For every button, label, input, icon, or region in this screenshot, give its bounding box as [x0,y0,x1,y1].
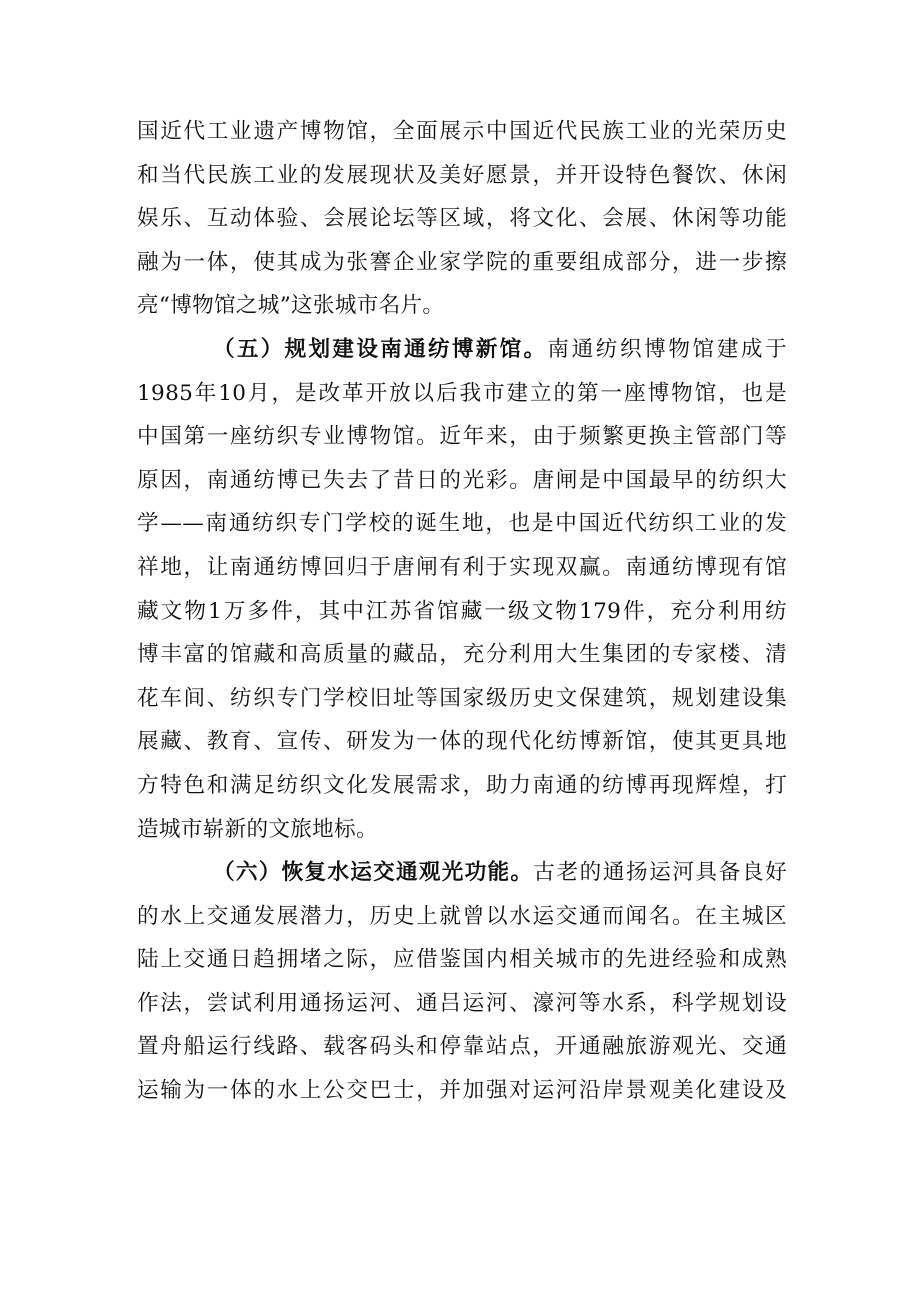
text-line: 和当代民族工业的发展现状及美好愿景，并开设特色餐饮、休闲 [137,162,787,188]
text-line: 造城市崭新的文旅地标。 [137,816,378,842]
paragraph-section-5 [137,328,787,851]
text-line: 原因，南通纺博已失去了昔日的光彩。唐闸是中国最早的纺织大 [137,467,787,493]
text-line: 运输为一体的水上公交巴士，并加强对运河沿岸景观美化建设及 [137,1078,787,1104]
text-line: 置舟船运行线路、载客码头和停靠站点，开通融旅游观光、交通 [137,1034,787,1060]
text-line: 中国第一座纺织专业博物馆。近年来，由于频繁更换主管部门等 [137,424,787,450]
section-heading-5: （五）规划建设南通纺博新馆。 [213,336,548,362]
text-line: 祥地，让南通纺博回归于唐闸有利于实现双赢。南通纺博现有馆 [137,554,787,580]
text-line: 花车间、纺织专门学校旧址等国家级历史文保建筑，规划建设集 [137,685,787,711]
text-line: 学——南通纺织专门学校的诞生地，也是中国近代纺织工业的发 [137,511,787,537]
text-line: 的水上交通发展潜力，历史上就曾以水运交通而闻名。在主城区 [137,903,787,929]
text-line: 展藏、教育、宣传、研发为一体的现代化纺博新馆，使其更具地 [137,729,787,755]
paragraph-section-6 [137,851,787,1113]
section-first-line [137,851,787,895]
text-line: 国近代工业遗产博物馆，全面展示中国近代民族工业的光荣历史 [137,119,787,144]
text-line: 作法，尝试利用通扬运河、通吕运河、濠河等水系，科学规划设 [137,990,787,1016]
text-line: 亮“博物馆之城”这张城市名片。 [137,293,445,319]
text-line: 藏文物1万多件，其中江苏省馆藏一级文物179件，充分利用纺 [137,598,787,624]
document-page [137,110,787,1113]
paragraph-continuation [137,110,787,328]
text-line: 方特色和满足纺织文化发展需求，助力南通的纺博再现辉煌，打 [137,772,787,798]
text-line: 博丰富的馆藏和高质量的藏品，充分利用大生集团的专家楼、清 [137,642,787,668]
text-run: 南通纺织博物馆建成于 [547,336,787,362]
section-first-line [137,328,787,372]
text-line: 融为一体，使其成为张謇企业家学院的重要组成部分，进一步擦 [137,249,787,275]
text-line: 陆上交通日趋拥堵之际，应借鉴国内相关城市的先进经验和成熟 [137,947,787,973]
text-line: 娱乐、互动体验、会展论坛等区域，将文化、会展、休闲等功能 [137,206,787,232]
text-run: 古老的通扬运河具备良好 [533,860,787,886]
section-heading-6: （六）恢复水运交通观光功能。 [213,860,534,886]
text-line: 1985年10月，是改革开放以后我市建立的第一座博物馆，也是 [137,380,787,406]
